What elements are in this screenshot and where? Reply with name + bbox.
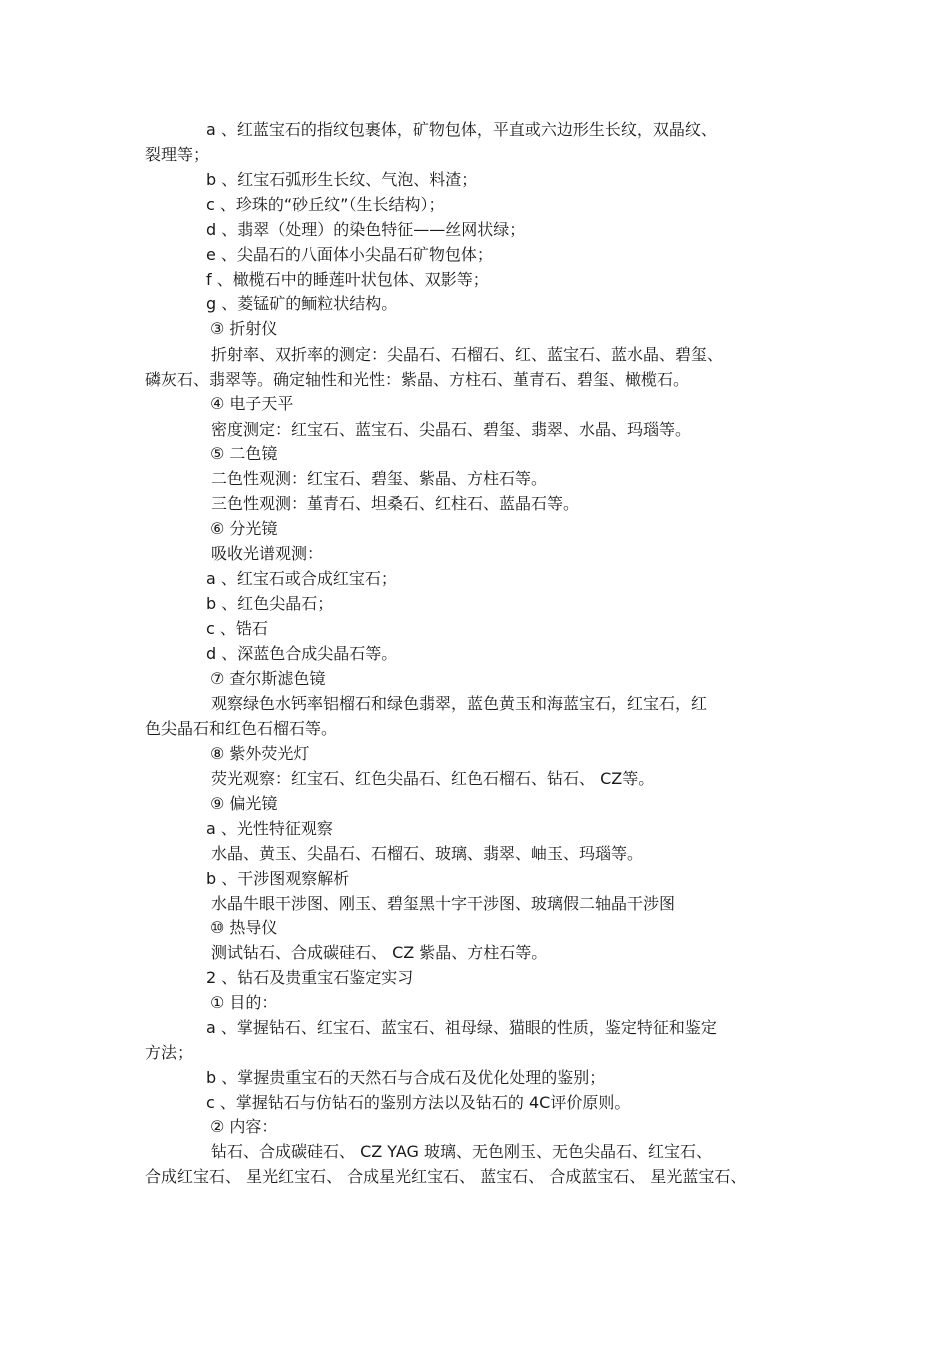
text-line: a 、红蓝宝石的指纹包裹体，矿物包体，平直或六边形生长纹，双晶纹、 [206,120,717,139]
text-line: 二色性观测：红宝石、碧玺、紫晶、方柱石等。 [211,469,548,488]
text-line: 磷灰石、翡翠等。确定轴性和光性：紫晶、方柱石、堇青石、碧玺、橄榄石。 [145,370,690,389]
text-line: 水晶、黄玉、尖晶石、石榴石、玻璃、翡翠、岫玉、玛瑙等。 [211,844,644,863]
text-line: d 、深蓝色合成尖晶石等。 [206,644,398,663]
text-line: b 、干涉图观察解析 [206,869,350,888]
text-line: a 、光性特征观察 [206,819,333,838]
section-heading: ① 目的： [210,993,278,1012]
section-heading: ⑧ 紫外荧光灯 [210,744,310,763]
text-line: 裂理等； [145,145,210,164]
section-heading: ④ 电子天平 [210,394,294,413]
section-heading: 2 、钻石及贵重宝石鉴定实习 [206,968,414,987]
text-line: 三色性观测：堇青石、坦桑石、红柱石、蓝晶石等。 [211,494,580,513]
text-line: a 、掌握钻石、红宝石、蓝宝石、祖母绿、猫眼的性质，鉴定特征和鉴定 [206,1018,717,1037]
section-heading: ② 内容： [210,1117,278,1136]
section-heading: ⑦ 查尔斯滤色镜 [210,669,326,688]
section-heading: ③ 折射仪 [210,319,278,338]
text-line: 钻石、合成碳硅石、 CZ YAG 玻璃、无色刚玉、无色尖晶石、红宝石、 [211,1142,712,1161]
section-heading: ⑨ 偏光镜 [210,794,278,813]
text-line: a 、红宝石或合成红宝石； [206,569,397,588]
text-line: 色尖晶石和红色石榴石等。 [145,719,338,738]
text-line: f 、橄榄石中的睡莲叶状包体、双影等； [206,270,489,289]
text-line: 合成红宝石、 星光红宝石、 合成星光红宝石、 蓝宝石、 合成蓝宝石、 星光蓝宝石、 [145,1167,747,1186]
text-line: 吸收光谱观测： [211,544,324,563]
text-line: 观察绿色水钙率铝榴石和绿色翡翠，蓝色黄玉和海蓝宝石，红宝石，红 [211,694,708,713]
section-heading: ⑩ 热导仪 [210,918,278,937]
text-line: 荧光观察：红宝石、红色尖晶石、红色石榴石、钻石、 CZ等。 [211,769,655,788]
text-line: c 、珍珠的“砂丘纹”（生长结构）； [206,195,445,214]
text-line: g 、菱锰矿的鲕粒状结构。 [206,294,398,313]
section-heading: ⑥ 分光镜 [210,519,278,538]
text-line: 方法； [145,1043,194,1062]
text-line: d 、翡翠（处理）的染色特征——丝网状绿； [206,220,526,239]
text-line: b 、掌握贵重宝石的天然石与合成石及优化处理的鉴别； [206,1068,606,1087]
text-line: 水晶牛眼干涉图、刚玉、碧玺黑十字干涉图、玻璃假二轴晶干涉图 [211,894,676,913]
text-line: b 、红宝石弧形生长纹、气泡、料渣； [206,170,478,189]
text-line: 密度测定：红宝石、蓝宝石、尖晶石、碧玺、翡翠、水晶、玛瑙等。 [211,420,692,439]
text-line: c 、锆石 [206,619,268,638]
section-heading: ⑤ 二色镜 [210,444,278,463]
text-line: c 、掌握钻石与仿钻石的鉴别方法以及钻石的 4C评价原则。 [206,1093,631,1112]
text-line: 折射率、双折率的测定：尖晶石、石榴石、红、蓝宝石、蓝水晶、碧玺、 [211,345,724,364]
text-line: e 、尖晶石的八面体小尖晶石矿物包体； [206,245,493,264]
text-line: b 、红色尖晶石； [206,594,334,613]
text-line: 测试钻石、合成碳硅石、 CZ 紫晶、方柱石等。 [211,943,548,962]
